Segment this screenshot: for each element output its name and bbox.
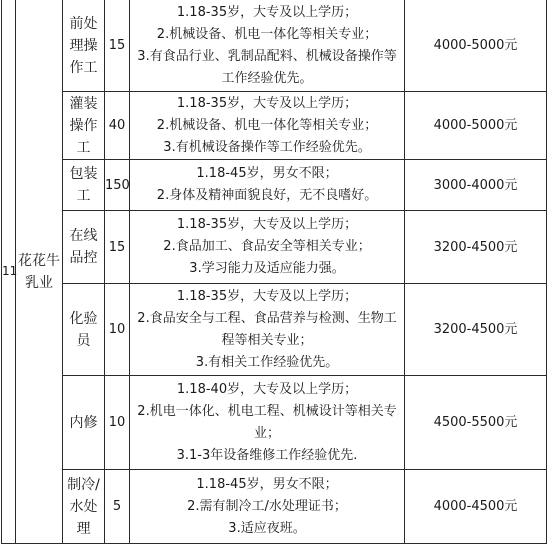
salary-cell: 4000-5000元: [405, 0, 547, 92]
position-count: 150: [105, 160, 130, 211]
requirement-line: 1.18-35岁，大专及以上学历；: [176, 288, 358, 304]
table-row: [2, 376, 547, 470]
position-title: 在线品控: [63, 211, 105, 284]
table-row: [2, 211, 547, 284]
table-row: [2, 160, 547, 211]
position-title: 灌装操作工: [63, 92, 105, 160]
requirement-line: 3.有食品行业、乳制品配料、机械设备操作等工作经验优先。: [137, 48, 397, 86]
requirements-cell: [130, 376, 405, 470]
requirements-cell: [130, 470, 405, 544]
requirement-line: 1.18-45岁，男女不限；: [196, 476, 338, 492]
table-row: [2, 284, 547, 376]
requirement-line: 3.适应夜班。: [228, 520, 306, 536]
requirement-line: 2.需有制冷工/水处理证书；: [187, 498, 347, 514]
requirements-cell: [130, 284, 405, 376]
requirements-cell: [130, 160, 405, 211]
requirement-line: 1.18-40岁，大专及以上学历；: [176, 381, 358, 397]
position-title: 前处理操作工: [63, 0, 105, 92]
salary-cell: 4500-5500元: [405, 376, 547, 470]
salary-cell: 3200-4500元: [405, 211, 547, 284]
row-index-cell: 11: [2, 0, 16, 544]
position-title: 制冷/水处理: [63, 470, 105, 544]
position-count: 15: [105, 211, 130, 284]
requirements-cell: [130, 0, 405, 92]
salary-cell: 4000-5000元: [405, 92, 547, 160]
requirement-line: 3.有相关工作经验优先。: [195, 354, 339, 370]
requirement-line: 3.1-3年设备维修工作经验优先.: [176, 447, 358, 463]
requirement-line: 1.18-35岁，大专及以上学历；: [176, 217, 358, 232]
requirements-cell: [130, 92, 405, 160]
requirement-line: 2.机械设备、机电一体化等相关专业；: [156, 117, 378, 133]
salary-cell: 4000-4500元: [405, 470, 547, 544]
requirement-line: 1.18-45岁，男女不限；: [196, 166, 338, 181]
requirement-line: 3.有机械设备操作等工作经验优先。: [163, 139, 371, 155]
table-row: [2, 92, 547, 160]
requirement-line: 1.18-35岁，大专及以上学历；: [176, 95, 358, 111]
requirement-line: 2.机电一体化、机电工程、机械设计等相关专业；: [137, 403, 397, 441]
requirement-line: 2.机械设备、机电一体化等相关专业；: [156, 26, 378, 42]
position-count: 5: [105, 470, 130, 544]
position-title: 化验员: [63, 284, 105, 376]
salary-cell: 3200-4500元: [405, 284, 547, 376]
table-row: [2, 470, 547, 544]
requirement-line: 3.学习能力及适应能力强。: [189, 261, 345, 276]
table-row: [2, 0, 547, 92]
requirements-cell: [130, 211, 405, 284]
position-count: 10: [105, 284, 130, 376]
requirement-line: 1.18-35岁，大专及以上学历；: [176, 4, 358, 20]
position-title: 包装工: [63, 160, 105, 211]
requirement-line: 2.身体及精神面貌良好，无不良嗜好。: [156, 188, 378, 203]
position-count: 10: [105, 376, 130, 470]
salary-cell: 3000-4000元: [405, 160, 547, 211]
company-cell: 花花牛乳业: [16, 0, 63, 544]
position-count: 40: [105, 92, 130, 160]
job-table: [1, 0, 547, 544]
requirement-line: 2.食品加工、食品安全等相关专业；: [163, 239, 371, 254]
position-title: 内修: [63, 376, 105, 470]
requirement-line: 2.食品安全与工程、食品营养与检测、生物工程等相关专业；: [137, 310, 397, 348]
position-count: 15: [105, 0, 130, 92]
